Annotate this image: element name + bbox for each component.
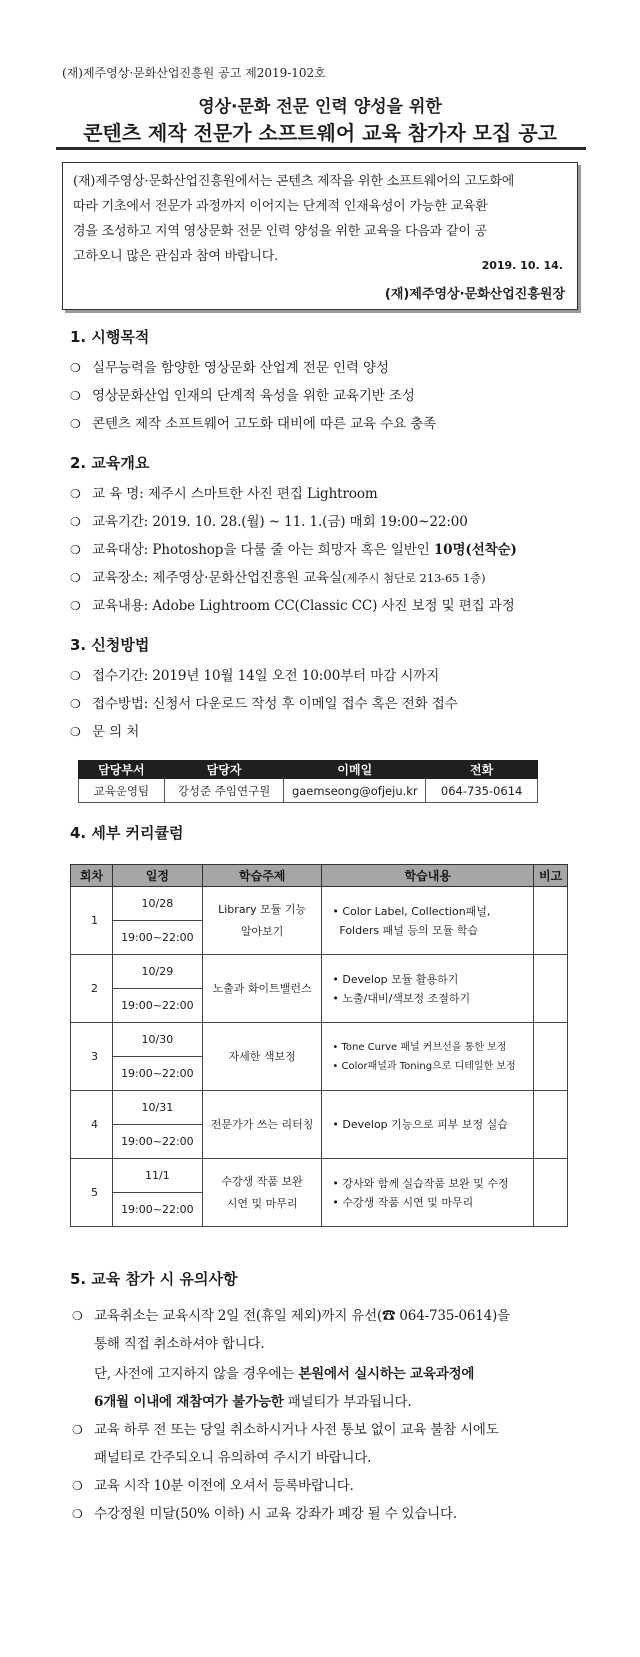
curriculum-table	[70, 864, 568, 1227]
circle-bullet-icon: ❍	[70, 487, 81, 501]
session-date: 10/28	[112, 887, 202, 921]
session-note	[534, 1091, 568, 1159]
title-divider	[56, 147, 586, 150]
session-content: • 강사와 함께 실습작품 보완 및 수정 • 수강생 작품 시연 및 마무리	[322, 1159, 534, 1227]
phone-cell: 064-735-0614	[426, 779, 538, 803]
contact-label: ❍ 문 의 처	[70, 724, 140, 740]
session-time: 19:00~22:00	[112, 1193, 202, 1227]
section-notes-heading: 5. 교육 참가 시 유의사항	[70, 1270, 238, 1288]
course-place: ❍ 교육장소: 제주영상·문화산업진흥원 교육실(제주시 첨단로 213-65 1층)	[70, 570, 486, 586]
table-row	[71, 887, 568, 921]
course-period: ❍ 교육기간: 2019. 10. 28.(월) ~ 11. 1.(금) 매회 19:00~22:00	[70, 514, 468, 530]
department-cell: 교육운영팀	[79, 779, 165, 803]
table-header: 전화	[426, 761, 538, 779]
title-line2: 콘텐츠 제작 전문가 소프트웨어 교육 참가자 모집 공고	[83, 121, 557, 145]
session-content: • Tone Curve 패널 커브선을 통한 보정 • Color패널과 Toning으로 디테일한 보정	[322, 1023, 534, 1091]
session-number: 2	[71, 955, 113, 1023]
table-row	[71, 1159, 568, 1193]
session-date: 11/1	[112, 1159, 202, 1193]
apply-method: ❍ 접수방법: 신청서 다운로드 작성 후 이메일 접수 혹은 전화 접수	[70, 696, 458, 712]
list-item: ❍ 실무능력을 함양한 영상문화 산업계 전문 인력 양성	[70, 360, 389, 376]
note-line: 6개월 이내에 재참여가 불가능한 패널티가 부과됩니다.	[94, 1394, 412, 1410]
session-content: • Develop 모듈 활용하기 • 노출/대비/색보정 조절하기	[322, 955, 534, 1023]
circle-bullet-icon: ❍	[70, 515, 81, 529]
circle-bullet-icon: ❍	[70, 417, 81, 431]
manager-cell: 강성준 주임연구원	[164, 779, 284, 803]
contact-table	[78, 760, 538, 803]
table-row	[71, 955, 568, 989]
course-name: ❍ 교 육 명: 제주시 스마트한 사진 편집 Lightroom	[70, 486, 378, 502]
section-overview-heading: 2. 교육개요	[70, 454, 150, 472]
table-header: 일정	[112, 865, 202, 887]
session-subject: 노출과 화이트밸런스	[202, 955, 322, 1023]
session-number: 5	[71, 1159, 113, 1227]
table-header: 이메일	[284, 761, 426, 779]
course-content: ❍ 교육내용: Adobe Lightroom CC(Classic CC) 사진 보정 및 편집 과정	[70, 598, 515, 614]
session-content: • Color Label, Collection패널, Folders 패널 등의 모듈 학습	[322, 887, 534, 955]
table-header: 담당부서	[79, 761, 165, 779]
session-date: 10/31	[112, 1091, 202, 1125]
circle-bullet-icon: ❍	[70, 361, 81, 375]
notice-number: (재)제주영상·문화산업진흥원 공고 제2019-102호	[62, 66, 326, 80]
circle-bullet-icon: ❍	[70, 725, 81, 739]
table-header: 학습주제	[202, 865, 322, 887]
note-item: ❍ 교육 하루 전 또는 당일 취소하시거나 사전 통보 없이 교육 불참 시에도	[72, 1422, 499, 1438]
note-line: 단, 사전에 고지하지 않을 경우에는 본원에서 실시하는 교육과정에	[94, 1366, 475, 1382]
circle-bullet-icon: ❍	[72, 1479, 83, 1493]
list-item: ❍ 콘텐츠 제작 소프트웨어 고도화 대비에 따른 교육 수요 충족	[70, 416, 437, 432]
session-subject: 자세한 색보정	[202, 1023, 322, 1091]
notice-date: 2019. 10. 14.	[481, 259, 563, 272]
session-number: 3	[71, 1023, 113, 1091]
circle-bullet-icon: ❍	[72, 1507, 83, 1521]
note-item: ❍ 수강정원 미달(50% 이하) 시 교육 강좌가 폐강 될 수 있습니다.	[72, 1506, 457, 1522]
intro-line: 고하오니 많은 관심과 참여 바랍니다.	[73, 249, 279, 264]
list-item: ❍ 영상문화산업 인재의 단계적 육성을 위한 교육기반 조성	[70, 388, 415, 404]
circle-bullet-icon: ❍	[70, 599, 81, 613]
email-cell: gaemseong@ofjeju.kr	[284, 779, 426, 803]
circle-bullet-icon: ❍	[70, 571, 81, 585]
note-item: ❍ 교육취소는 교육시작 2일 전(휴일 제외)까지 유선(☎ 064-735-0614)을	[72, 1308, 510, 1324]
session-time: 19:00~22:00	[112, 921, 202, 955]
note-line: 통해 직접 취소하셔야 합니다.	[94, 1336, 265, 1352]
note-item: ❍ 교육 시작 10분 이전에 오셔서 등록바랍니다.	[72, 1478, 354, 1494]
circle-bullet-icon: ❍	[70, 669, 81, 683]
apply-period: ❍ 접수기간: 2019년 10월 14일 오전 10:00부터 마감 시까지	[70, 668, 440, 684]
intro-text	[73, 169, 567, 269]
table-header: 비고	[534, 865, 568, 887]
session-number: 4	[71, 1091, 113, 1159]
session-note	[534, 1159, 568, 1227]
circle-bullet-icon: ❍	[70, 543, 81, 557]
circle-bullet-icon: ❍	[72, 1423, 83, 1437]
intro-line: (재)제주영상·문화산업진흥원에서는 콘텐츠 제작을 위한 소프트웨어의 고도화에	[73, 174, 515, 189]
course-target: ❍ 교육대상: Photoshop을 다룰 줄 아는 희망자 혹은 일반인 10명(선착순)	[70, 542, 517, 558]
table-header: 학습내용	[322, 865, 534, 887]
section-curriculum-heading: 4. 세부 커리큘럼	[70, 824, 184, 842]
session-time: 19:00~22:00	[112, 1125, 202, 1159]
issuing-org: (재)제주영상·문화산업진흥원장	[384, 287, 565, 302]
session-note	[534, 887, 568, 955]
table-header-row	[79, 761, 538, 779]
note-line: 패널티로 간주되오니 유의하여 주시기 바랍니다.	[94, 1450, 372, 1466]
title-line1: 영상·문화 전문 인력 양성을 위한	[198, 97, 442, 117]
session-time: 19:00~22:00	[112, 1057, 202, 1091]
session-content: • Develop 기능으로 피부 보정 실습	[322, 1091, 534, 1159]
circle-bullet-icon: ❍	[70, 697, 81, 711]
session-note	[534, 1023, 568, 1091]
intro-line: 따라 기초에서 전문가 과정까지 이어지는 단계적 인재육성이 가능한 교육환	[73, 199, 488, 214]
section-purpose-heading: 1. 시행목적	[70, 328, 150, 346]
table-row	[79, 779, 538, 803]
session-subject: 전문가가 쓰는 리터칭	[202, 1091, 322, 1159]
circle-bullet-icon: ❍	[70, 389, 81, 403]
table-header: 담당자	[164, 761, 284, 779]
table-header: 회차	[71, 865, 113, 887]
session-date: 10/29	[112, 955, 202, 989]
session-number: 1	[71, 887, 113, 955]
intro-line: 경을 조성하고 지역 영상문화 전문 인력 양성을 위한 교육을 다음과 같이 공	[73, 224, 487, 239]
session-subject: 수강생 작품 보완 시연 및 마무리	[202, 1159, 322, 1227]
table-row	[71, 1091, 568, 1125]
session-date: 10/30	[112, 1023, 202, 1057]
intro-box	[62, 162, 578, 310]
session-subject: Library 모듈 기능 알아보기	[202, 887, 322, 955]
table-row	[71, 1023, 568, 1057]
table-header-row	[71, 865, 568, 887]
section-apply-heading: 3. 신청방법	[70, 636, 150, 654]
session-time: 19:00~22:00	[112, 989, 202, 1023]
circle-bullet-icon: ❍	[72, 1309, 83, 1323]
session-note	[534, 955, 568, 1023]
